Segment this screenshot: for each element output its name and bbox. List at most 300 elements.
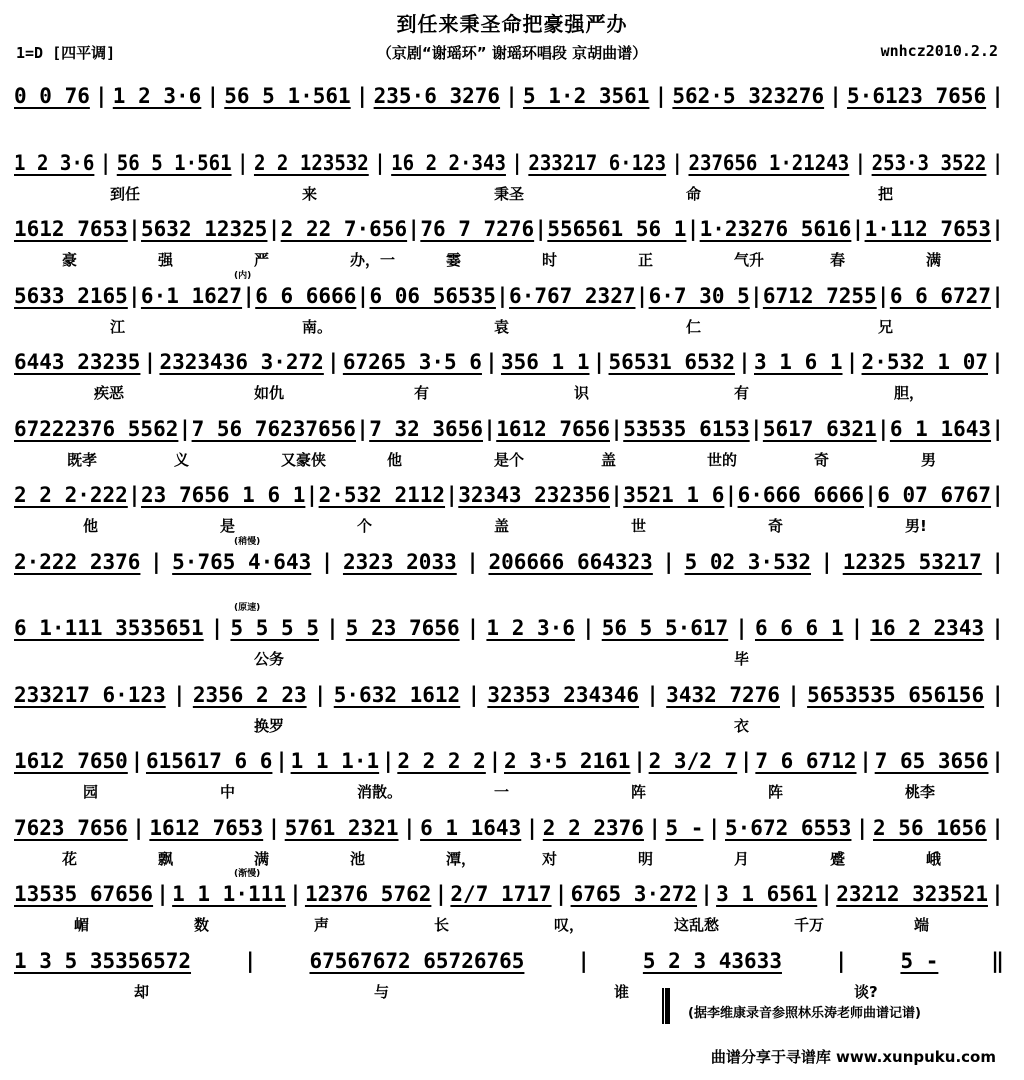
measure: 5 - xyxy=(900,948,939,973)
lyric-syllable: 南。 xyxy=(302,317,333,336)
measure: 5 - xyxy=(665,815,704,840)
measure: 2·532 1 07 xyxy=(861,350,988,374)
lyric-syllable: 命 xyxy=(686,184,702,203)
lyric-syllable: 来 xyxy=(302,184,318,203)
lyrics-line xyxy=(14,715,1004,737)
lyric-syllable: 个 xyxy=(357,517,373,535)
measure: 1·23276 5616 xyxy=(699,217,852,241)
barline: | xyxy=(130,749,144,773)
barline: | xyxy=(483,416,496,441)
measure: 53535 6153 xyxy=(623,416,750,441)
lyric-syllable: 严 xyxy=(254,251,270,269)
barline: | xyxy=(326,616,339,640)
notation-line xyxy=(14,78,1004,108)
measure: 1 2 3·6 xyxy=(112,84,202,108)
measure: 2323 2033 xyxy=(342,549,457,574)
barline: | xyxy=(466,616,480,640)
score-system xyxy=(14,338,1004,408)
notation-line xyxy=(14,943,1004,973)
barline: | xyxy=(243,948,257,973)
barline: | xyxy=(356,416,369,441)
lyrics-line xyxy=(14,848,1004,870)
measure: 1612 7650 xyxy=(14,749,128,773)
score-system xyxy=(14,870,1004,940)
measure: 6·1 1627 xyxy=(140,283,243,308)
measure: 23 7656 1 6 1 xyxy=(141,483,306,507)
lyrics-line xyxy=(14,382,1004,404)
measure: 12376 5762 xyxy=(304,882,432,906)
barline: | xyxy=(320,549,334,574)
measure: 1 1 1·111 xyxy=(172,882,286,906)
barline: | xyxy=(128,217,141,241)
lyric-syllable: 毕 xyxy=(734,650,750,668)
barline: | xyxy=(313,682,327,707)
barline: | xyxy=(876,416,890,441)
measure: 3 1 6561 xyxy=(716,882,818,906)
barline: | xyxy=(128,483,141,507)
score-system xyxy=(14,405,1004,475)
barline: | xyxy=(356,283,370,308)
lyric-syllable: 花 xyxy=(62,849,78,868)
barline: | xyxy=(991,549,1004,574)
lyric-syllable: 嵋 xyxy=(74,916,90,934)
lyric-syllable: 园 xyxy=(83,783,99,801)
lyric-syllable: 男 xyxy=(921,450,937,469)
barline: | xyxy=(707,815,721,840)
measure: 56 5 1·561 xyxy=(116,150,232,175)
barline: | xyxy=(991,150,1004,175)
barline: | xyxy=(488,749,502,773)
lyric-syllable: 江 xyxy=(110,317,126,336)
lyric-syllable: 换罗 xyxy=(254,716,285,735)
lyrics-line xyxy=(14,648,1004,670)
performance-mark: (渐慢) xyxy=(234,869,261,879)
measure: 1 1 1·1 xyxy=(290,749,380,773)
lyric-syllable: 叹， xyxy=(554,916,585,934)
measure: 2 2 123532 xyxy=(253,150,369,175)
lyric-syllable: 强 xyxy=(158,251,174,269)
score-system xyxy=(14,139,1004,209)
barline: | xyxy=(407,217,421,241)
lyric-syllable: 疾恶 xyxy=(94,384,125,402)
lyric-syllable: 衣 xyxy=(734,716,750,735)
lyric-syllable: 满 xyxy=(254,849,270,868)
notation-line xyxy=(14,677,1004,707)
barline: | xyxy=(511,150,523,175)
barline: | xyxy=(834,948,848,973)
lyric-syllable: 峨 xyxy=(926,849,942,868)
barline: | xyxy=(505,84,518,108)
lyric-syllable: 对 xyxy=(542,849,558,868)
score-system xyxy=(14,671,1004,741)
notation-line xyxy=(14,477,1004,507)
barline: | xyxy=(991,616,1004,640)
lyric-syllable: 却 xyxy=(134,982,150,1001)
barline: | xyxy=(991,350,1004,374)
lyric-syllable: 消散。 xyxy=(357,783,403,801)
barline: | xyxy=(99,150,112,175)
lyric-syllable: 世 xyxy=(631,517,647,535)
barline: | xyxy=(787,682,800,707)
measure: 2·222 2376 xyxy=(14,549,141,574)
barline: | xyxy=(671,150,684,175)
score-system xyxy=(14,604,1004,674)
measure: 6 1 1643 xyxy=(889,416,992,441)
barline: | xyxy=(724,483,738,507)
lyric-syllable: 月 xyxy=(734,849,750,868)
measure: 7 65 3656 xyxy=(874,749,989,773)
lyric-syllable: 中 xyxy=(220,783,236,801)
barline: | xyxy=(534,217,548,241)
notation-line xyxy=(14,211,1004,241)
barline: | xyxy=(496,283,509,308)
lyric-syllable: 正 xyxy=(638,251,654,269)
lyric-syllable: 潭， xyxy=(446,849,477,868)
measure: 6 1·111 3535651 xyxy=(14,616,204,640)
barline: | xyxy=(178,416,192,441)
lyric-syllable: 明 xyxy=(638,849,654,868)
barline: | xyxy=(237,150,249,175)
score-system xyxy=(14,205,1004,275)
measure: 233217 6·123 xyxy=(14,682,166,707)
lyric-syllable: 豪 xyxy=(62,251,78,269)
notation-line xyxy=(14,344,1004,374)
measure: 2/7 1717 xyxy=(450,882,552,906)
score-system xyxy=(14,804,1004,874)
measure: 237656 1·21243 xyxy=(688,150,850,175)
measure: 6·7 30 5 xyxy=(648,283,750,308)
notation-line xyxy=(14,610,1004,640)
lyric-syllable: 如仇 xyxy=(254,384,285,402)
lyric-syllable: 他 xyxy=(387,450,403,469)
measure: 5761 2321 xyxy=(284,815,399,840)
barline: | xyxy=(991,682,1004,707)
barline: | xyxy=(156,882,169,906)
lyric-syllable: 识 xyxy=(574,384,590,402)
lyric-syllable: 一 xyxy=(494,783,510,801)
barline: | xyxy=(851,217,865,241)
barline: | xyxy=(132,815,145,840)
barline: | xyxy=(327,350,340,374)
lyric-syllable: 春 xyxy=(830,251,846,269)
measure: 2 22 7·656 xyxy=(280,217,408,241)
lyric-syllable: 又豪侠 xyxy=(281,450,327,469)
lyric-syllable: 兄 xyxy=(878,317,894,336)
measure: 32343 232356 xyxy=(458,483,610,507)
score-system xyxy=(14,737,1004,807)
lyric-syllable: 谁 xyxy=(614,982,630,1001)
score-system xyxy=(14,272,1004,342)
measure: 6·767 2327 xyxy=(509,283,636,308)
measure: 5632 12325 xyxy=(141,217,268,241)
notation-line xyxy=(14,145,1004,175)
lyric-syllable: 霎 xyxy=(446,251,462,269)
measure: 2 2 2·222 xyxy=(14,483,128,507)
barline: | xyxy=(738,350,751,374)
lyric-syllable: 男! xyxy=(905,517,927,535)
performance-mark: (稍慢) xyxy=(234,536,261,547)
measure: 206666 664323 xyxy=(488,549,653,574)
barline: ‖ xyxy=(991,948,1004,973)
measure: 3521 1 6 xyxy=(623,483,725,507)
lyric-syllable: 胆， xyxy=(894,384,925,402)
barline: | xyxy=(854,150,867,175)
measure: 3432 7276 xyxy=(666,682,780,707)
measure: 6 6 6727 xyxy=(889,283,991,308)
lyric-syllable: 公务 xyxy=(254,650,285,668)
lyrics-line xyxy=(14,116,1004,138)
measure: 5·632 1612 xyxy=(333,682,461,707)
lyric-syllable: 长 xyxy=(434,916,450,934)
barline: | xyxy=(525,815,539,840)
lyric-syllable: 阵 xyxy=(631,783,647,801)
lyric-syllable: 办，一 xyxy=(350,251,396,269)
lyric-syllable: 把 xyxy=(878,184,894,203)
lyric-syllable: 奇 xyxy=(814,450,830,469)
measure: 1612 7653 xyxy=(14,217,128,241)
barline: | xyxy=(128,283,141,308)
measure: 5 02 3·532 xyxy=(684,549,811,574)
barline: | xyxy=(739,749,753,773)
barline: | xyxy=(610,416,623,441)
measure: 1612 7656 xyxy=(496,416,610,441)
barline: | xyxy=(750,283,763,308)
lyric-syllable: 满 xyxy=(926,251,942,269)
measure: 615617 6 6 xyxy=(145,749,273,773)
barline: | xyxy=(855,815,869,840)
barline: | xyxy=(592,350,606,374)
barline: | xyxy=(172,682,186,707)
measure: 6 1 1643 xyxy=(420,815,522,840)
barline: | xyxy=(735,616,748,640)
measure: 1 3 5 35356572 xyxy=(14,948,192,973)
measure: 56 5 1·561 xyxy=(224,84,351,108)
measure: 67265 3·5 6 xyxy=(342,350,482,374)
lyric-syllable: 时 xyxy=(542,251,558,269)
measure: 5·6123 7656 xyxy=(847,84,987,108)
lyric-syllable: 气升 xyxy=(734,251,765,269)
measure: 56 5 5·617 xyxy=(601,616,729,640)
lyrics-line xyxy=(14,316,1004,338)
measure: 16 2 2343 xyxy=(870,616,985,640)
performance-mark: (原速) xyxy=(234,603,261,613)
barline: | xyxy=(577,948,590,973)
measure: 5 1·2 3561 xyxy=(523,84,650,108)
lyric-syllable: 是个 xyxy=(494,450,525,469)
lyrics-line xyxy=(14,515,1004,537)
score-system xyxy=(14,937,1004,1007)
lyrics-line xyxy=(14,582,1004,604)
measure: 6712 7255 xyxy=(762,283,877,308)
lyric-syllable: 飘 xyxy=(158,849,174,868)
barline: | xyxy=(143,350,157,374)
measure: 7 6 6712 xyxy=(755,749,857,773)
measure: 67567672 65726765 xyxy=(309,948,525,973)
measure: 56531 6532 xyxy=(608,350,735,374)
barline: | xyxy=(749,416,763,441)
measure: 253·3 3522 xyxy=(871,150,987,175)
barline: | xyxy=(381,749,395,773)
lyric-syllable: 盖 xyxy=(494,517,510,535)
barline: | xyxy=(820,549,834,574)
barline: | xyxy=(289,882,302,906)
subtitle: （京剧“谢瑶环” 谢瑶环唱段 京胡曲谱） xyxy=(376,44,648,62)
measure: 1 2 3·6 xyxy=(486,616,575,640)
score-system xyxy=(14,471,1004,541)
barline: | xyxy=(267,815,281,840)
lyric-syllable: 是 xyxy=(220,517,236,535)
measure: 7623 7656 xyxy=(14,815,128,840)
barline: | xyxy=(991,416,1004,441)
barline: | xyxy=(305,483,319,507)
barline: | xyxy=(648,815,662,840)
measure: 2323436 3·272 xyxy=(159,350,324,374)
measure: 32353 234346 xyxy=(487,682,640,707)
barline: | xyxy=(829,84,842,108)
measure: 1·112 7653 xyxy=(864,217,992,241)
lyrics-line xyxy=(14,781,1004,803)
barline: | xyxy=(434,882,448,906)
barline: | xyxy=(633,749,646,773)
measure: 5·672 6553 xyxy=(725,815,852,840)
barline: | xyxy=(820,882,834,906)
measure: 1 2 3·6 xyxy=(14,150,95,175)
measure: 2·532 2112 xyxy=(318,483,446,507)
barline: | xyxy=(991,84,1004,108)
barline: | xyxy=(700,882,713,906)
lyrics-line xyxy=(14,249,1004,271)
barline: | xyxy=(610,483,623,507)
measure: 0 0 76 xyxy=(14,84,90,108)
lyric-syllable: 数 xyxy=(194,916,210,934)
measure: 2 3·5 2161 xyxy=(504,749,631,773)
lyric-syllable: 蹙 xyxy=(830,849,846,868)
source-note: (据李维康录音参照林乐涛老师曲谱记谱) xyxy=(688,1006,921,1021)
lyric-syllable: 他 xyxy=(83,517,99,535)
score-system xyxy=(14,538,1004,608)
key-signature: 1=D [四平调] xyxy=(16,44,116,62)
lyric-syllable: 与 xyxy=(374,982,390,1001)
barline: | xyxy=(991,283,1004,308)
measure: 5617 6321 xyxy=(762,416,877,441)
measure: 6·666 6666 xyxy=(737,483,865,507)
final-barline xyxy=(662,988,670,1024)
measure: 5 2 3 43633 xyxy=(642,948,782,973)
measure: 5 5 5 5 xyxy=(230,616,319,640)
measure: 7 32 3656 xyxy=(369,416,483,441)
barline: | xyxy=(467,682,481,707)
measure: 5653535 656156 xyxy=(807,682,985,707)
performance-mark: (内) xyxy=(234,270,252,281)
lyric-syllable: 谈? xyxy=(854,982,878,1001)
lyric-syllable: 这乱愁 xyxy=(674,916,720,934)
measure: 23212 323521 xyxy=(836,882,988,906)
measure: 2356 2 23 xyxy=(192,682,307,707)
lyric-syllable: 桃李 xyxy=(905,783,936,801)
measure: 16 2 2·343 xyxy=(391,150,506,175)
barline: | xyxy=(554,882,568,906)
score-system xyxy=(14,72,1004,142)
measure: 3 1 6 1 xyxy=(754,350,843,374)
barline: | xyxy=(850,616,864,640)
page-title: 到任来秉圣命把豪强严办 xyxy=(396,12,628,36)
measure: 356 1 1 xyxy=(500,350,590,374)
measure: 67222376 5562 xyxy=(14,416,179,441)
barline: | xyxy=(149,549,163,574)
barline: | xyxy=(991,749,1004,773)
barline: | xyxy=(686,217,700,241)
barline: | xyxy=(859,749,872,773)
barline: | xyxy=(582,616,595,640)
lyric-syllable: 仁 xyxy=(686,317,702,336)
measure: 233217 6·123 xyxy=(528,150,667,175)
notation-line xyxy=(14,876,1004,906)
lyric-syllable: 既孝 xyxy=(67,450,98,469)
lyric-syllable: 端 xyxy=(914,916,930,934)
measure: 2 56 1656 xyxy=(873,815,987,840)
footer-credit: 曲谱分享于寻谱库 www.xunpuku.com xyxy=(710,1048,996,1066)
barline: | xyxy=(991,882,1004,906)
barline: | xyxy=(466,549,479,574)
lyric-syllable: 义 xyxy=(174,450,190,469)
measure: 5633 2165 xyxy=(14,283,128,308)
barline: | xyxy=(646,682,659,707)
barline: | xyxy=(991,815,1004,840)
measure: 562·5 323276 xyxy=(672,84,825,108)
barline: | xyxy=(485,350,498,374)
measure: 6 06 56535 xyxy=(369,283,496,308)
lyrics-line xyxy=(14,183,1004,205)
barline: | xyxy=(635,283,649,308)
notation-line xyxy=(14,743,1004,773)
barline: | xyxy=(210,616,224,640)
lyric-syllable: 池 xyxy=(350,849,366,868)
lyrics-line xyxy=(14,914,1004,936)
lyrics-line xyxy=(14,449,1004,471)
barline: | xyxy=(845,350,859,374)
barline: | xyxy=(402,815,416,840)
notation-line xyxy=(14,278,1004,308)
measure: 76 7 7276 xyxy=(420,217,535,241)
barline: | xyxy=(991,217,1004,241)
barline: | xyxy=(242,283,255,308)
measure: 2 2 2 2 xyxy=(397,749,486,773)
lyric-syllable: 秉圣 xyxy=(494,184,525,203)
measure: 6 6 6666 xyxy=(255,283,357,308)
lyric-syllable: 袁 xyxy=(494,317,510,336)
lyric-syllable: 盖 xyxy=(601,450,617,469)
lyrics-line xyxy=(14,981,1004,1003)
notation-line xyxy=(14,411,1004,441)
barline: | xyxy=(267,217,281,241)
barline: | xyxy=(864,483,877,507)
barline: | xyxy=(662,549,676,574)
lyric-syllable: 有 xyxy=(414,384,430,402)
measure: 235·6 3276 xyxy=(373,84,501,108)
author-date: wnhcz2010.2.2 xyxy=(880,42,998,60)
barline: | xyxy=(654,84,668,108)
barline: | xyxy=(991,483,1004,507)
measure: 6 6 6 1 xyxy=(754,616,844,640)
measure: 6 07 6767 xyxy=(877,483,992,507)
lyric-syllable: 到任 xyxy=(110,184,141,203)
lyric-syllable: 世的 xyxy=(707,450,738,469)
measure: 12325 53217 xyxy=(842,549,982,574)
measure: 2 2 2376 xyxy=(542,815,644,840)
notation-line xyxy=(14,810,1004,840)
barline: | xyxy=(374,150,386,175)
measure: 2 3/2 7 xyxy=(648,749,738,773)
